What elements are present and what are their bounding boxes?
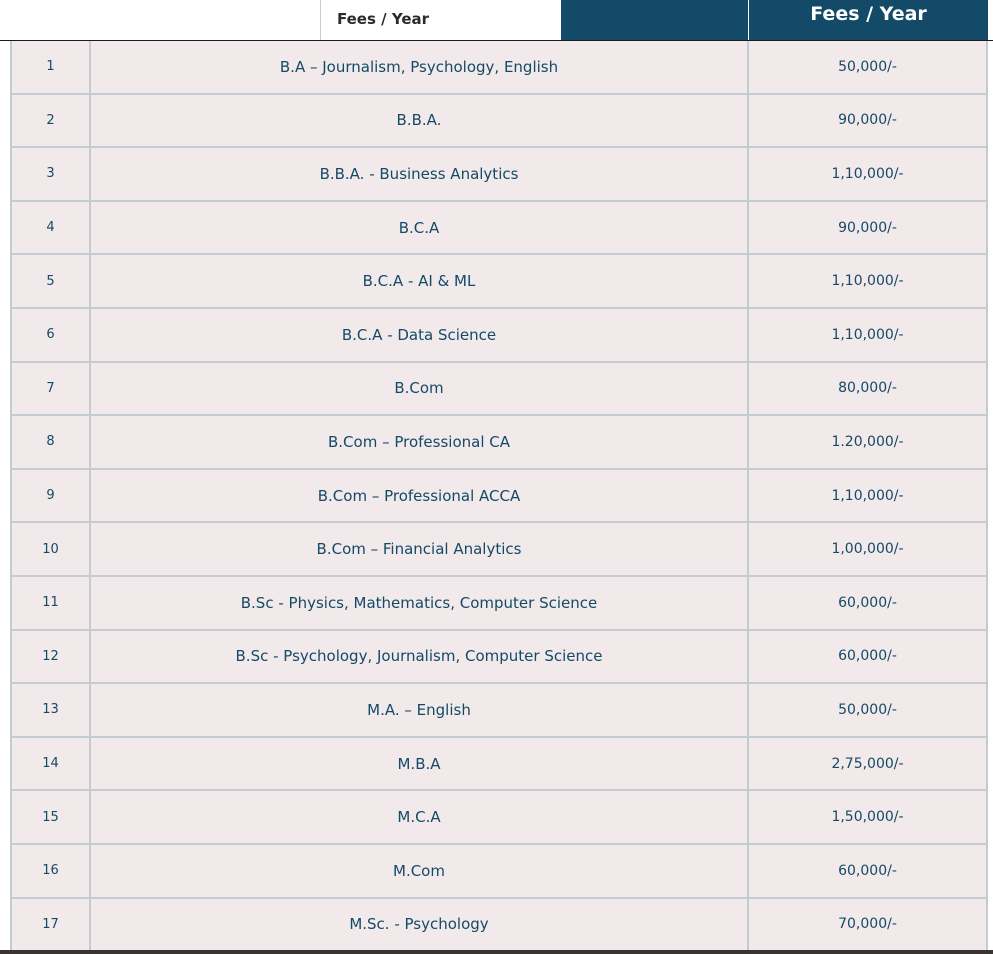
row-number: 16 bbox=[12, 845, 91, 897]
row-number: 5 bbox=[12, 255, 91, 307]
course-name: M.Com bbox=[91, 845, 749, 897]
table-row bbox=[12, 41, 986, 95]
course-name: B.Com – Financial Analytics bbox=[91, 523, 749, 575]
table-row bbox=[12, 684, 986, 738]
course-name: B.Com – Professional CA bbox=[91, 416, 749, 468]
course-name: B.Com – Professional ACCA bbox=[91, 470, 749, 522]
row-number: 6 bbox=[12, 309, 91, 361]
course-name: M.C.A bbox=[91, 791, 749, 843]
course-fee: 1,10,000/- bbox=[831, 326, 904, 343]
course-fee: 60,000/- bbox=[838, 648, 897, 665]
row-number: 9 bbox=[12, 470, 91, 522]
course-fee: 50,000/- bbox=[838, 701, 897, 718]
header-cell-fees bbox=[749, 0, 988, 41]
row-number: 17 bbox=[12, 899, 91, 951]
course-fee: 80,000/- bbox=[838, 380, 897, 397]
row-number: 7 bbox=[12, 363, 91, 415]
course-fee: 1.20,000/- bbox=[831, 433, 904, 450]
row-number: 13 bbox=[12, 684, 91, 736]
table-row bbox=[12, 309, 986, 363]
header-cell-fees-light bbox=[320, 0, 561, 41]
table-row bbox=[12, 416, 986, 470]
row-number: 4 bbox=[12, 202, 91, 254]
table-row bbox=[12, 631, 986, 685]
course-fee: 1,10,000/- bbox=[831, 487, 904, 504]
course-fee: 60,000/- bbox=[838, 862, 897, 879]
table-row bbox=[12, 202, 986, 256]
table-row bbox=[12, 523, 986, 577]
table-row bbox=[12, 470, 986, 524]
course-fee: 90,000/- bbox=[838, 112, 897, 129]
course-name: B.B.A. bbox=[91, 95, 749, 147]
header-cell-dark bbox=[561, 0, 748, 41]
course-fee: 2,75,000/- bbox=[831, 755, 904, 772]
table-row bbox=[12, 148, 986, 202]
table-row bbox=[12, 95, 986, 149]
table-row bbox=[12, 577, 986, 631]
course-fee: 50,000/- bbox=[838, 58, 897, 75]
course-fee: 1,50,000/- bbox=[831, 809, 904, 826]
table-row bbox=[12, 845, 986, 899]
row-number: 1 bbox=[12, 41, 91, 93]
row-number: 14 bbox=[12, 738, 91, 790]
table-row bbox=[12, 255, 986, 309]
header-label-secondary: Fees / Year bbox=[337, 10, 430, 28]
row-number: 8 bbox=[12, 416, 91, 468]
table-row bbox=[12, 363, 986, 417]
row-number: 12 bbox=[12, 631, 91, 683]
bottom-bar bbox=[0, 950, 993, 954]
course-name: B.Sc - Psychology, Journalism, Computer Science bbox=[91, 631, 749, 683]
course-name: M.B.A bbox=[91, 738, 749, 790]
course-fee: 70,000/- bbox=[838, 916, 897, 933]
table-row bbox=[12, 738, 986, 792]
course-fee: 90,000/- bbox=[838, 219, 897, 236]
course-name: B.C.A - AI & ML bbox=[91, 255, 749, 307]
row-number: 3 bbox=[12, 148, 91, 200]
course-name: M.Sc. - Psychology bbox=[91, 899, 749, 951]
table-row bbox=[12, 791, 986, 845]
row-number: 10 bbox=[12, 523, 91, 575]
course-name: B.A – Journalism, Psychology, English bbox=[91, 41, 749, 93]
course-name: B.Sc - Physics, Mathematics, Computer Science bbox=[91, 577, 749, 629]
fees-table bbox=[10, 41, 988, 952]
course-name: B.C.A bbox=[91, 202, 749, 254]
course-fee: 1,10,000/- bbox=[831, 165, 904, 182]
table-row bbox=[12, 899, 986, 953]
row-number: 15 bbox=[12, 791, 91, 843]
header-label-primary: Fees / Year bbox=[810, 3, 927, 25]
course-name: B.Com bbox=[91, 363, 749, 415]
header-edge bbox=[988, 0, 993, 41]
row-number: 2 bbox=[12, 95, 91, 147]
course-fee: 1,10,000/- bbox=[831, 273, 904, 290]
course-fee: 60,000/- bbox=[838, 594, 897, 611]
course-name: B.B.A. - Business Analytics bbox=[91, 148, 749, 200]
course-name: B.C.A - Data Science bbox=[91, 309, 749, 361]
course-name: M.A. – English bbox=[91, 684, 749, 736]
course-fee: 1,00,000/- bbox=[831, 541, 904, 558]
row-number: 11 bbox=[12, 577, 91, 629]
header-blank-cell bbox=[0, 0, 320, 41]
